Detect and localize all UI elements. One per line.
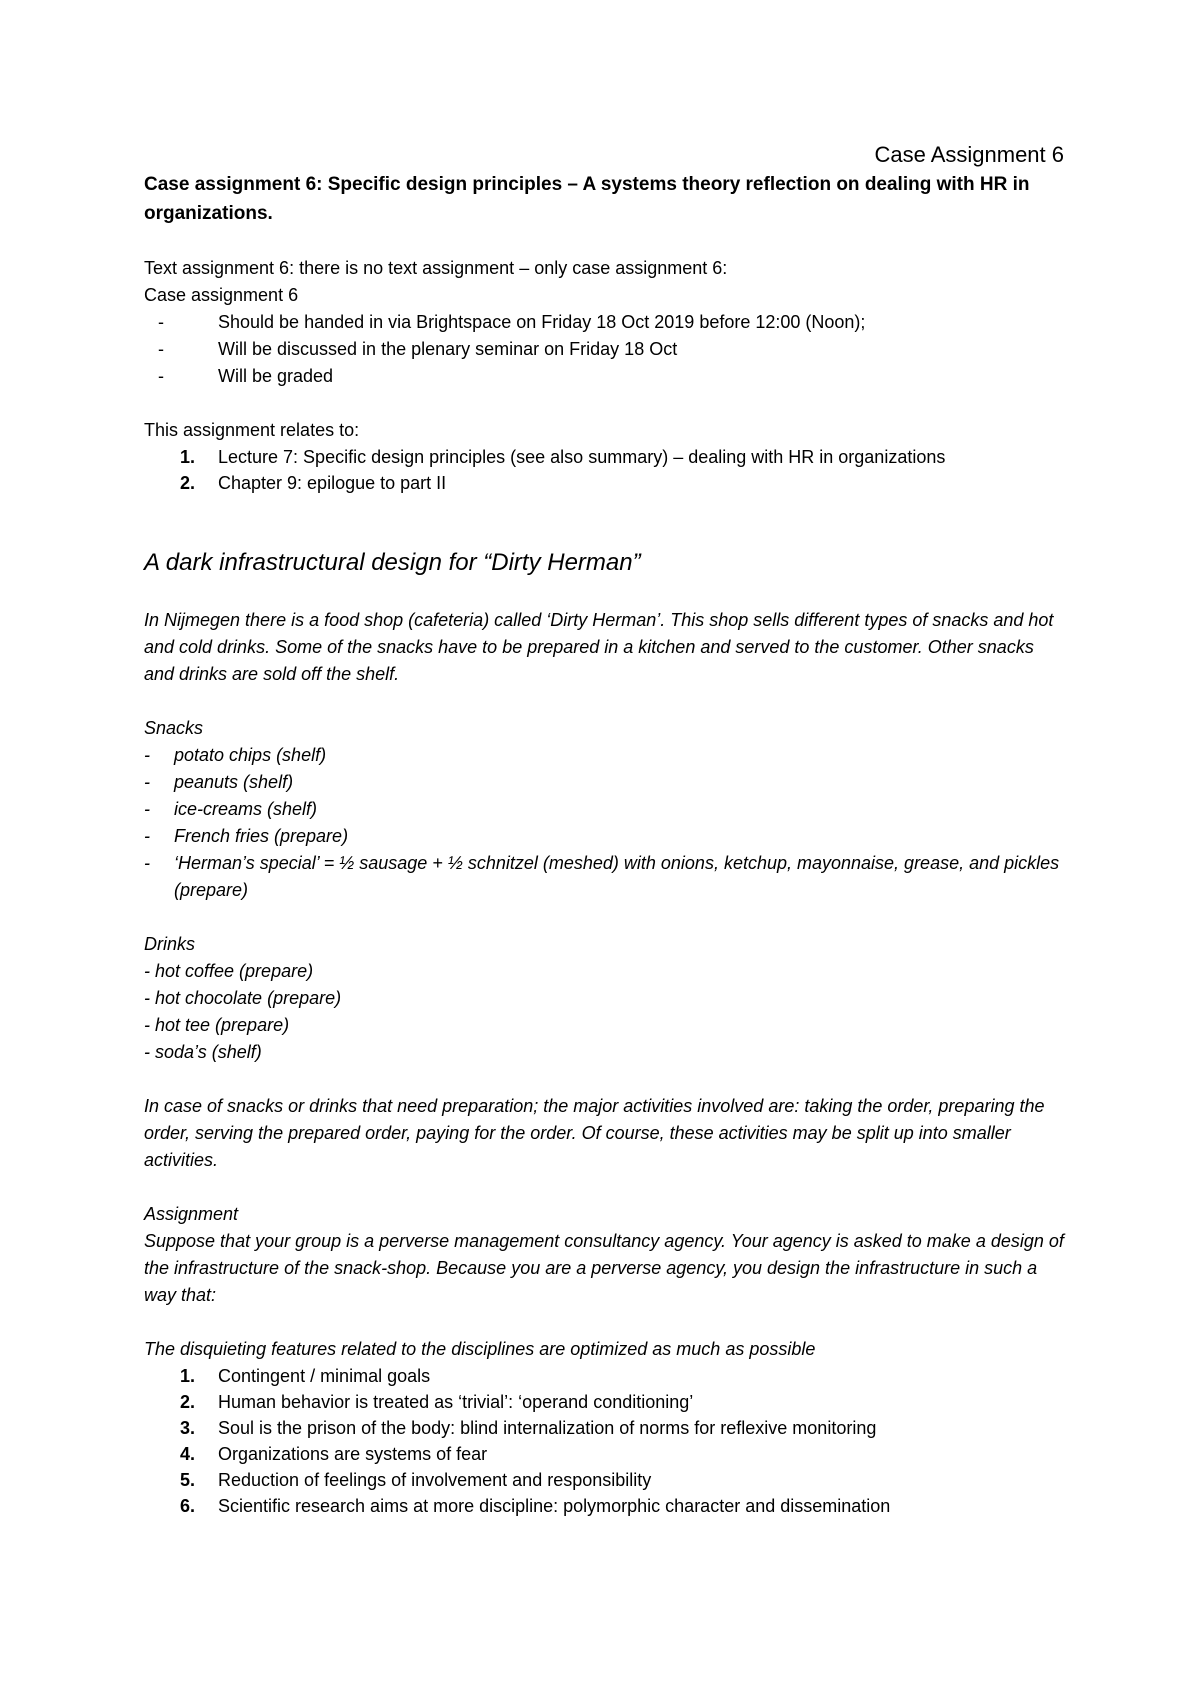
main-title: Case assignment 6: Specific design principles – A systems theory reflection on dealing with HR in organizations. [144,174,1030,224]
list-item: - hot coffee (prepare) [144,961,314,981]
assignment-heading: Assignment [144,1204,239,1224]
relates-list [144,444,1064,496]
list-item: - ‘Herman’s special’ = ½ sausage + ½ schnitzel (meshed) with onions, ketchup, mayonnaise, grease, and pickles (prepare) [144,853,1060,900]
text-assignment-line: Text assignment 6: there is no text assignment – only case assignment 6: [144,258,728,278]
list-item: - hot chocolate (prepare) [144,988,342,1008]
drinks-list [144,958,1064,1066]
preparation-text: In case of snacks or drinks that need preparation; the major activities involved are: taking the order, preparing the order, serving the prepared order, paying for the order. Of course, these activities may be split up into smaller activities. [144,1096,1045,1170]
snacks-list [144,742,1064,904]
case-requirements-list [144,309,1064,390]
case-intro: In Nijmegen there is a food shop (cafeteria) called ‘Dirty Herman’. This shop sells different types of snacks and hot and cold drinks. Some of the snacks have to be prepared in a kitchen and served to the customer. Other snacks and drinks are sold off the shelf. [144,610,1054,684]
list-item: 2. Human behavior is treated as ‘trivial’: ‘operand conditioning’ [180,1392,694,1412]
list-item: - peanuts (shelf) [144,772,294,792]
list-item: 1. Lecture 7: Specific design principles (see also summary) – dealing with HR in organizations [180,447,946,467]
list-item: - hot tee (prepare) [144,1015,290,1035]
list-item: 5. Reduction of feelings of involvement and responsibility [180,1470,652,1490]
list-item: - Will be graded [158,366,334,386]
features-list [144,1363,1064,1519]
list-item: 1. Contingent / minimal goals [180,1366,431,1386]
list-item: - Will be discussed in the plenary seminar on Friday 18 Oct [158,339,678,359]
list-item: 6. Scientific research aims at more discipline: polymorphic character and dissemination [180,1496,891,1516]
list-item: 4. Organizations are systems of fear [180,1444,488,1464]
list-item: - Should be handed in via Brightspace on Friday 18 Oct 2019 before 12:00 (Noon); [158,312,866,332]
case-title: A dark infrastructural design for “Dirty Herman” [144,549,641,576]
relates-heading: This assignment relates to: [144,420,360,440]
list-item: 2. Chapter 9: epilogue to part II [180,473,447,493]
list-item: - soda’s (shelf) [144,1042,262,1062]
list-item: - French fries (prepare) [144,826,349,846]
features-heading: The disquieting features related to the disciplines are optimized as much as possible [144,1339,816,1359]
list-item: 3. Soul is the prison of the body: blind internalization of norms for reflexive monitoring [180,1418,877,1438]
document-content [144,140,1064,1519]
list-item: - potato chips (shelf) [144,745,327,765]
snacks-heading: Snacks [144,718,204,738]
assignment-text: Suppose that your group is a perverse management consultancy agency. Your agency is asked to make a design of the infrastructure of the snack-shop. Because you are a perverse agency, you design the infrastructure in such a way that: [144,1231,1064,1305]
header-title: Case Assignment 6 [874,142,1064,167]
list-item: - ice-creams (shelf) [144,799,318,819]
case-assignment-label: Case assignment 6 [144,285,299,305]
drinks-heading: Drinks [144,934,196,954]
